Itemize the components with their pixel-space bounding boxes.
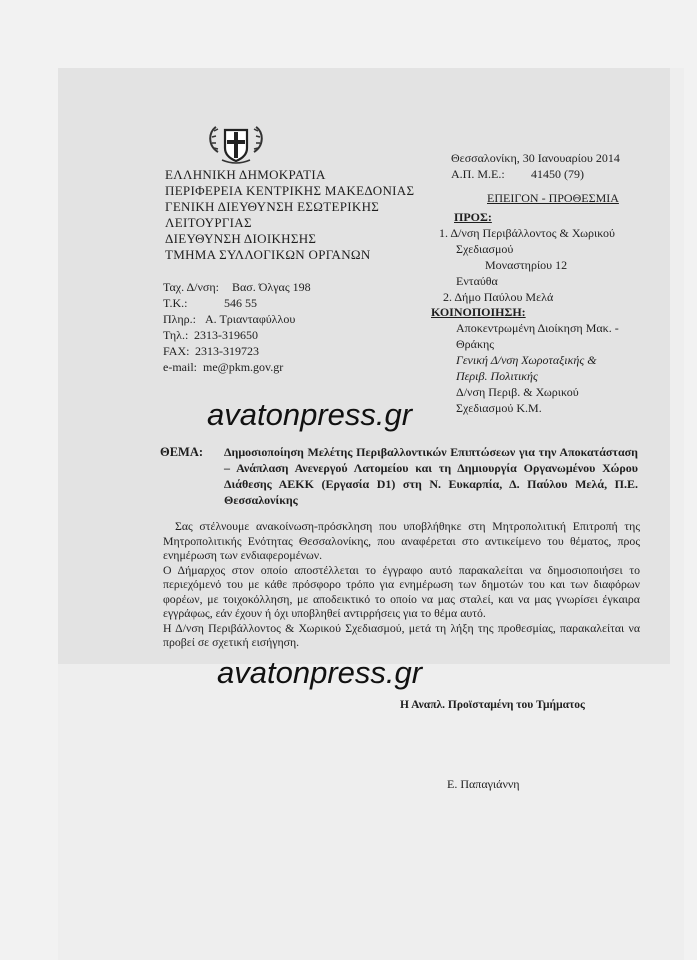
- postal-label: Τ.Κ.:: [163, 296, 188, 310]
- letter-body: [163, 519, 640, 650]
- coat-of-arms-icon: [204, 122, 268, 168]
- postal-value: 546 55: [224, 296, 257, 310]
- recipient-1-line-4: Ενταύθα: [456, 274, 498, 288]
- issuer-line-4: ΛΕΙΤΟΥΡΓΙΑΣ: [165, 215, 252, 230]
- body-paragraph-1: Σας στέλνουμε ανακοίνωση-πρόσκληση που υποβλήθηκε στη Μητροπολιτική Επιτροπή της Μητροπολιτικής Ενότητας Θεσσαλονίκης, που αναφέρεται στο αντικείμενο του θέματος, προς ενημέρωση των ενδιαφερομένων.: [163, 519, 640, 562]
- recipient-2: 2. Δήμο Παύλου Μελά: [443, 290, 554, 304]
- subject-label: ΘΕΜΑ:: [160, 445, 204, 459]
- address-label: Ταχ. Δ/νση:: [163, 280, 220, 294]
- watermark-bottom: avatonpress.gr: [217, 655, 423, 690]
- body-paragraph-3: Η Δ/νση Περιβάλλοντος & Χωρικού Σχεδιασμού, μετά τη λήξη της προθεσμίας, παρακαλείται να προβεί σε σχετική εισήγηση.: [163, 620, 640, 649]
- cc-line-5: Δ/νση Περιβ. & Χωρικού: [456, 385, 579, 399]
- recipient-1-line-1: 1. Δ/νση Περιβάλλοντος & Χωρικού: [439, 226, 615, 240]
- recipient-1-line-2: Σχεδιασμού: [456, 242, 514, 256]
- phone-value: 2313-319650: [194, 328, 258, 342]
- cc-label: ΚΟΙΝΟΠΟΙΗΣΗ:: [431, 305, 526, 319]
- urgent-notice: ΕΠΕΙΓΟΝ - ΠΡΟΘΕΣΜΙΑ: [487, 191, 619, 205]
- subject-text: Δημοσιοποίηση Μελέτης Περιβαλλοντικών Επιπτώσεων για την Αποκατάσταση – Ανάπλαση Ανενεργού Λατομείου και τη Δημιουργία Οργανωμένου Χώρου Διάθεσης ΑΕΚΚ (Εργασία D1) στη Ν. Ευκαρπία, Δ. Παύλου Μελά, Π.Ε. Θεσσαλονίκης: [224, 445, 638, 507]
- address-value: Βασ. Όλγας 198: [232, 280, 311, 294]
- issuer-line-5: ΔΙΕΥΘΥΝΣΗ ΔΙΟΙΚΗΣΗΣ: [165, 231, 317, 246]
- cc-line-1: Αποκεντρωμένη Διοίκηση Μακ. -: [456, 321, 619, 335]
- issuer-line-1: ΕΛΛΗΝΙΚΗ ΔΗΜΟΚΡΑΤΙΑ: [165, 167, 326, 182]
- document-date: Θεσσαλονίκη, 30 Ιανουαρίου 2014: [451, 151, 620, 165]
- email-value: me@pkm.gov.gr: [203, 360, 284, 374]
- email-label: e-mail:: [163, 360, 197, 374]
- protocol-number: 41450 (79): [531, 167, 584, 181]
- cc-line-6: Σχεδιασμού Κ.Μ.: [456, 401, 542, 415]
- cc-line-4: Περιβ. Πολιτικής: [456, 369, 538, 383]
- to-label: ΠΡΟΣ:: [454, 210, 492, 224]
- signature-name: Ε. Παπαγιάννη: [447, 777, 520, 791]
- fax-label: FAX:: [163, 344, 190, 358]
- phone-label: Τηλ.:: [163, 328, 189, 342]
- body-paragraph-2: Ο Δήμαρχος στον οποίο αποστέλλεται το έγγραφο αυτό παρακαλείται να δημοσιοποιήσει το περιεχόμενό του με κάθε πρόσφορο τρόπο για ενημέρωση των δημοτών του και των διαφόρων φορέων, με τοιχοκόλληση, με αποδεικτικό το οποίο να μας σταλεί, και να μας γνωρίσει έγκαιρα εγγράφως, εάν έχουν ή όχι υποβληθεί αντιρρήσεις για το θέμα αυτό.: [163, 562, 640, 620]
- watermark-top: avatonpress.gr: [207, 397, 413, 432]
- issuer-line-3: ΓΕΝΙΚΗ ΔΙΕΥΘΥΝΣΗ ΕΣΩΤΕΡΙΚΗΣ: [165, 199, 380, 214]
- info-label: Πληρ.:: [163, 312, 196, 326]
- cc-line-3: Γενική Δ/νση Χωροταξικής &: [456, 353, 597, 367]
- recipient-1-line-3: Μοναστηρίου 12: [485, 258, 568, 272]
- cc-line-2: Θράκης: [456, 337, 495, 351]
- fax-value: 2313-319723: [195, 344, 259, 358]
- issuer-line-2: ΠΕΡΙΦΕΡΕΙΑ ΚΕΝΤΡΙΚΗΣ ΜΑΚΕΔΟΝΙΑΣ: [165, 183, 415, 198]
- signature-title: Η Αναπλ. Προϊσταμένη του Τμήματος: [400, 699, 585, 711]
- issuer-line-6: ΤΜΗΜΑ ΣΥΛΛΟΓΙΚΩΝ ΟΡΓΑΝΩΝ: [165, 247, 371, 262]
- info-value: Α. Τριανταφύλλου: [205, 312, 296, 326]
- protocol-label: Α.Π. Μ.Ε.:: [451, 167, 505, 181]
